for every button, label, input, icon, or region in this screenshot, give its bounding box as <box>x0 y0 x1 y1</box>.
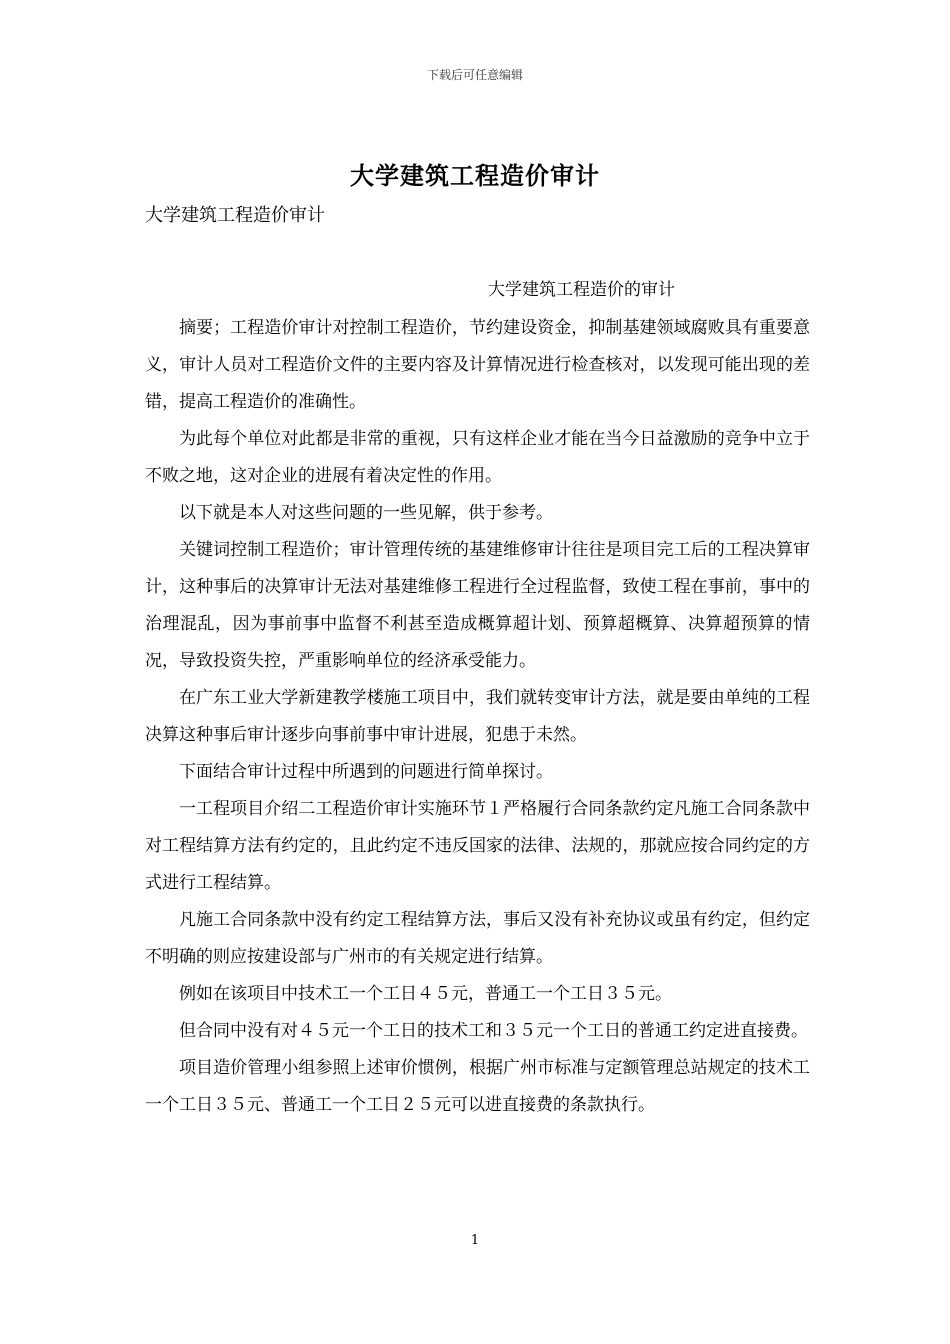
paragraph: 项目造价管理小组参照上述审价惯例，根据广州市标准与定额管理总站规定的技术工一个工日３５元、普通工一个工日２５元可以进直接费的条款执行。 <box>145 1058 810 1115</box>
paragraph: 但合同中没有对４５元一个工日的技术工和３５元一个工日的普通工约定进直接费。 <box>179 1021 808 1041</box>
paragraph: 凡施工合同条款中没有约定工程结算方法，事后又没有补充协议或虽有约定，但约定不明确的则应按建设部与广州市的有关规定进行结算。 <box>145 910 810 967</box>
paragraph-abstract: 摘要；工程造价审计对控制工程造价，节约建设资金，抑制基建领域腐败具有重要意义，审计人员对工程造价文件的主要内容及计算情况进行检查核对，以发现可能出现的差错，提高工程造价的准确性。 <box>145 318 810 412</box>
document-title: 大学建筑工程造价审计 <box>350 161 600 190</box>
paragraph: 以下就是本人对这些问题的一些见解，供于参考。 <box>179 503 553 523</box>
section-title: 大学建筑工程造价的审计 <box>488 280 675 300</box>
paragraph: 下面结合审计过程中所遇到的问题进行简单探讨。 <box>179 762 553 782</box>
paragraph: 一工程项目介绍二工程造价审计实施环节１严格履行合同条款约定凡施工合同条款中对工程结算方法有约定的，且此约定不违反国家的法律、法规的，那就应按合同约定的方式进行工程结算。 <box>145 799 810 893</box>
paragraph: 为此每个单位对此都是非常的重视，只有这样企业才能在当今日益激励的竞争中立于不败之地，这对企业的进展有着决定性的作用。 <box>145 429 810 486</box>
page-header: 下载后可任意编辑 <box>426 68 523 82</box>
paragraph-keywords: 关键词控制工程造价；审计管理传统的基建维修审计往往是项目完工后的工程决算审计，这种事后的决算审计无法对基建维修工程进行全过程监督，致使工程在事前，事中的治理混乱，因为事前事中监督不利甚至造成概算超计划、预算超概算、决算超预算的情况，导致投资失控，严重影响单位的经济承受能力。 <box>145 540 810 671</box>
document-subtitle: 大学建筑工程造价审计 <box>145 205 325 226</box>
paragraph: 例如在该项目中技术工一个工日４５元，普通工一个工日３５元。 <box>179 984 672 1004</box>
document-body <box>145 310 810 1124</box>
paragraph: 在广东工业大学新建教学楼施工项目中，我们就转变审计方法，就是要由单纯的工程决算这种事后审计逐步向事前事中审计进展，犯患于未然。 <box>145 688 810 745</box>
page-number: 1 <box>470 1233 480 1248</box>
